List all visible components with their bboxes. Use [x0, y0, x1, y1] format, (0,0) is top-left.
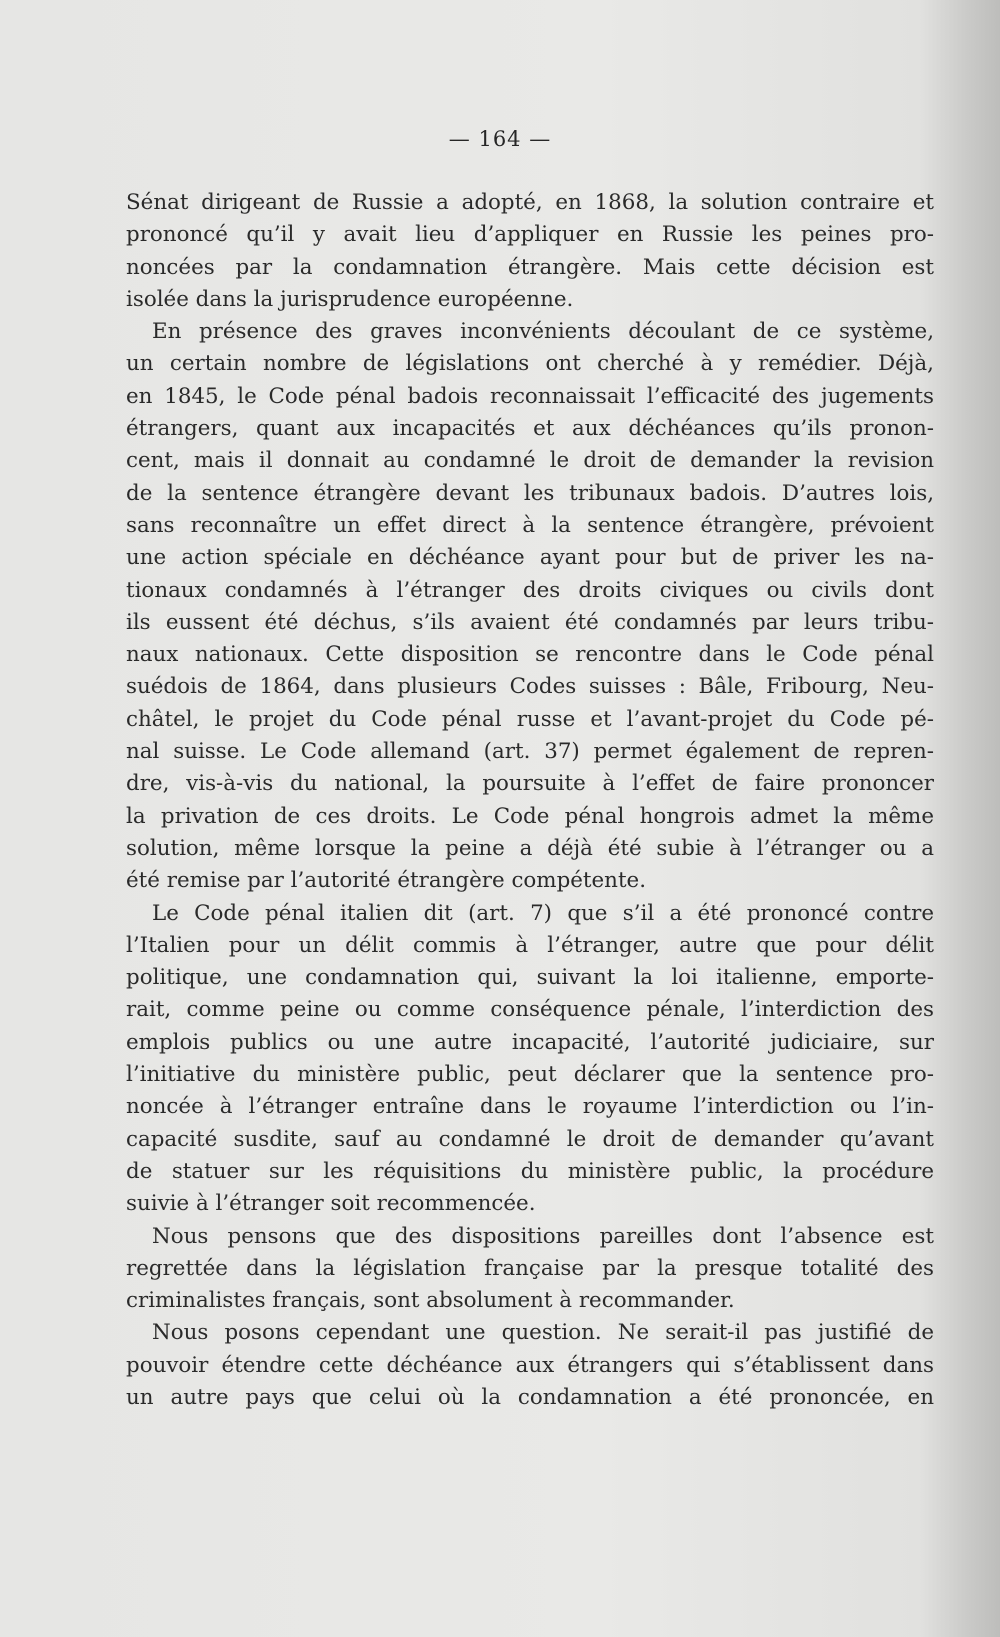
- text-line: sans reconnaître un effet direct à la sentence étrangère, prévoient: [126, 512, 934, 538]
- text-line: cent, mais il donnait au condamné le droit de demander la revision: [126, 448, 934, 474]
- text-line: prononcé qu’il y avait lieu d’appliquer en Russie les peines pro-: [126, 222, 934, 248]
- body-text: [126, 187, 934, 1414]
- text-line: rait, comme peine ou comme conséquence pénale, l’interdiction des: [126, 997, 934, 1023]
- text-line: Sénat dirigeant de Russie a adopté, en 1868, la solution contraire et: [126, 190, 934, 215]
- text-line: de la sentence étrangère devant les tribunaux badois. D’autres lois,: [126, 480, 934, 506]
- text-line: ils eussent été déchus, s’ils avaient été condamnés par leurs tribu-: [126, 609, 934, 635]
- text-line: pouvoir étendre cette déchéance aux étrangers qui s’établissent dans: [126, 1352, 934, 1378]
- text-line: une action spéciale en déchéance ayant pour but de priver les na-: [126, 545, 934, 571]
- text-line: suédois de 1864, dans plusieurs Codes suisses : Bâle, Fribourg, Neu-: [126, 674, 934, 700]
- text-line: tionaux condamnés à l’étranger des droits civiques ou civils dont: [126, 577, 934, 603]
- text-line: l’initiative du ministère public, peut déclarer que la sentence pro-: [126, 1062, 934, 1088]
- text-line: politique, une condamnation qui, suivant la loi italienne, emporte-: [126, 965, 934, 991]
- text-line: un certain nombre de législations ont cherché à y remédier. Déjà,: [126, 351, 934, 377]
- text-line: Nous pensons que des dispositions pareilles dont l’absence est: [152, 1223, 934, 1249]
- text-line: regrettée dans la législation française par la presque totalité des: [126, 1255, 934, 1281]
- text-line: capacité susdite, sauf au condamné le droit de demander qu’avant: [126, 1126, 934, 1152]
- text-line: noncée à l’étranger entraîne dans le royaume l’interdiction ou l’in-: [126, 1094, 934, 1120]
- text-line: l’Italien pour un délit commis à l’étranger, autre que pour délit: [126, 932, 934, 958]
- text-line: châtel, le projet du Code pénal russe et l’avant-projet du Code pé-: [126, 706, 934, 732]
- page-number: — 164 —: [448, 127, 552, 151]
- text-line: un autre pays que celui où la condamnation a été prononcée, en: [126, 1384, 934, 1410]
- text-line: solution, même lorsque la peine a déjà été subie à l’étranger ou a: [126, 835, 934, 861]
- text-line: En présence des graves inconvénients découlant de ce système,: [152, 319, 934, 345]
- text-line: été remise par l’autorité étrangère compétente.: [126, 868, 647, 894]
- text-line: dre, vis-à-vis du national, la poursuite à l’effet de faire prononcer: [126, 771, 934, 797]
- text-line: Le Code pénal italien dit (art. 7) que s’il a été prononcé contre: [152, 900, 934, 926]
- text-line: en 1845, le Code pénal badois reconnaissait l’efficacité des jugements: [126, 383, 934, 409]
- text-line: noncées par la condamnation étrangère. Mais cette décision est: [126, 254, 934, 280]
- text-line: criminalistes français, sont absolument à recommander.: [126, 1288, 735, 1314]
- text-line: naux nationaux. Cette disposition se rencontre dans le Code pénal: [126, 642, 934, 668]
- text-line: étrangers, quant aux incapacités et aux déchéances qu’ils pronon-: [126, 416, 934, 442]
- text-line: Nous posons cependant une question. Ne serait-il pas justifié de: [152, 1320, 934, 1346]
- text-line: emplois publics ou une autre incapacité, l’autorité judiciaire, sur: [126, 1029, 934, 1055]
- text-line: isolée dans la jurisprudence européenne.: [126, 286, 574, 312]
- text-line: suivie à l’étranger soit recommencée.: [126, 1191, 536, 1217]
- text-line: nal suisse. Le Code allemand (art. 37) permet également de repren-: [126, 739, 934, 765]
- text-line: de statuer sur les réquisitions du ministère public, la procédure: [126, 1158, 934, 1184]
- text-line: la privation de ces droits. Le Code pénal hongrois admet la même: [126, 803, 934, 829]
